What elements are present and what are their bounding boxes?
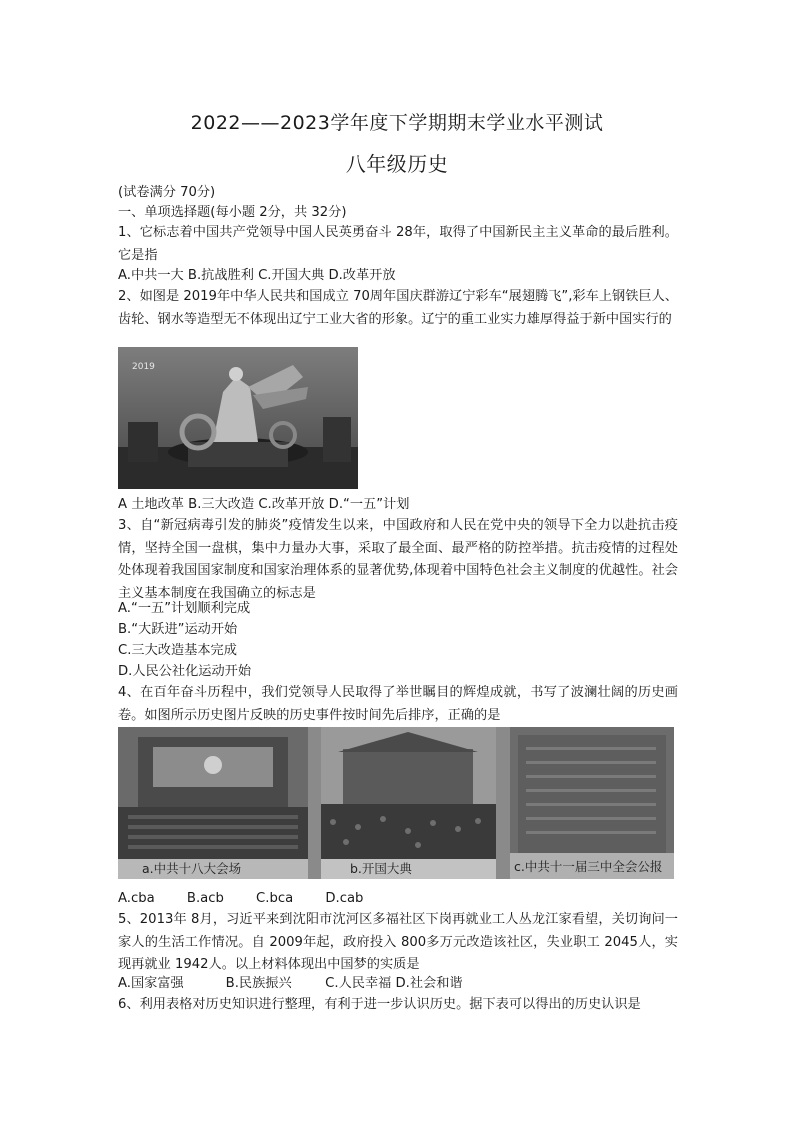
question-4-option-a: A.cba (118, 891, 155, 906)
photo-caption-c: c.中共十一届三中全会公报 (514, 859, 663, 874)
exam-title: 2022——2023学年度下学期期末学业水平测试 (190, 112, 604, 134)
question-3-option-b: B.“大跃进”运动开始 (118, 622, 238, 637)
question-2-stem: 2、如图是 2019年中华人民共和国成立 70周年国庆群游辽宁彩车“展翅腾飞”,彩车上钢铁巨人、齿轮、钢水等造型无不体现出辽宁工业大省的形象。辽宁的重工业实力雄厚得益于新中国实行的 (118, 289, 678, 327)
question-4-option-b: B.acb (186, 891, 224, 906)
question-5-stem: 5、2013年 8月，习近平来到沈阳市沈河区多福社区下岗再就业工人丛龙江家看望，关切询问一家人的生活工作情况。自 2009年起，政府投入 800多万元改造该社区，失业职工 2045人，实现再就业 1942人。以上材料体现出中国梦的实质是 (118, 912, 678, 972)
question-4-stem: 4、在百年奋斗历程中，我们党领导人民取得了举世瞩目的辉煌成就，书写了波澜壮阔的历史画卷。如图所示历史图片反映的历史事件按时间先后排序，正确的是 (118, 685, 678, 723)
parade-float-photo (118, 347, 358, 489)
question-3-option-d: D.人民公社化运动开始 (118, 664, 252, 679)
question-1-options: A.中共一大 B.抗战胜利 C.开国大典 D.改革开放 (118, 268, 396, 283)
photo-caption-a: a.中共十八大会场 (142, 861, 242, 876)
question-2-options: A 土地改革 B.三大改造 C.改革开放 D.“一五”计划 (118, 497, 410, 512)
history-photo-strip (118, 727, 674, 879)
question-4-options (118, 888, 678, 909)
question-6-stem: 6、利用表格对历史知识进行整理，有利于进一步认识历史。据下表可以得出的历史认识是 (118, 997, 641, 1012)
question-3-option-a: A.“一五”计划顺利完成 (118, 601, 251, 616)
question-5-options: A.国家富强 B.民族振兴 C.人民幸福 D.社会和谐 (118, 976, 463, 991)
section-heading: 一、单项选择题(每小题 2分，共 32分) (118, 205, 347, 220)
score-note: (试卷满分 70分) (118, 185, 216, 200)
question-3-stem: 3、自“新冠病毒引发的肺炎”疫情发生以来，中国政府和人民在党中央的领导下全力以赴抗击疫情，坚持全国一盘棋，集中力量办大事，采取了最全面、最严格的防控举措。抗击疫情的过程处处体现着我国国家制度和国家治理体系的显著优势,体现着中国特色社会主义制度的优越性。社会主义基本制度在我国确立的标志是 (118, 518, 678, 601)
exam-subtitle: 八年级历史 (345, 152, 449, 176)
question-3-option-c: C.三大改造基本完成 (118, 643, 237, 658)
question-4-option-d: D.cab (325, 891, 364, 906)
photo-stamp: 2019 (132, 362, 155, 372)
question-4-option-c: C.bca (256, 891, 294, 906)
photo-caption-b: b.开国大典 (350, 861, 412, 876)
question-1-stem: 1、它标志着中国共产党领导中国人民英勇奋斗 28年，取得了中国新民主主义革命的最后胜利。它是指 (118, 225, 678, 263)
